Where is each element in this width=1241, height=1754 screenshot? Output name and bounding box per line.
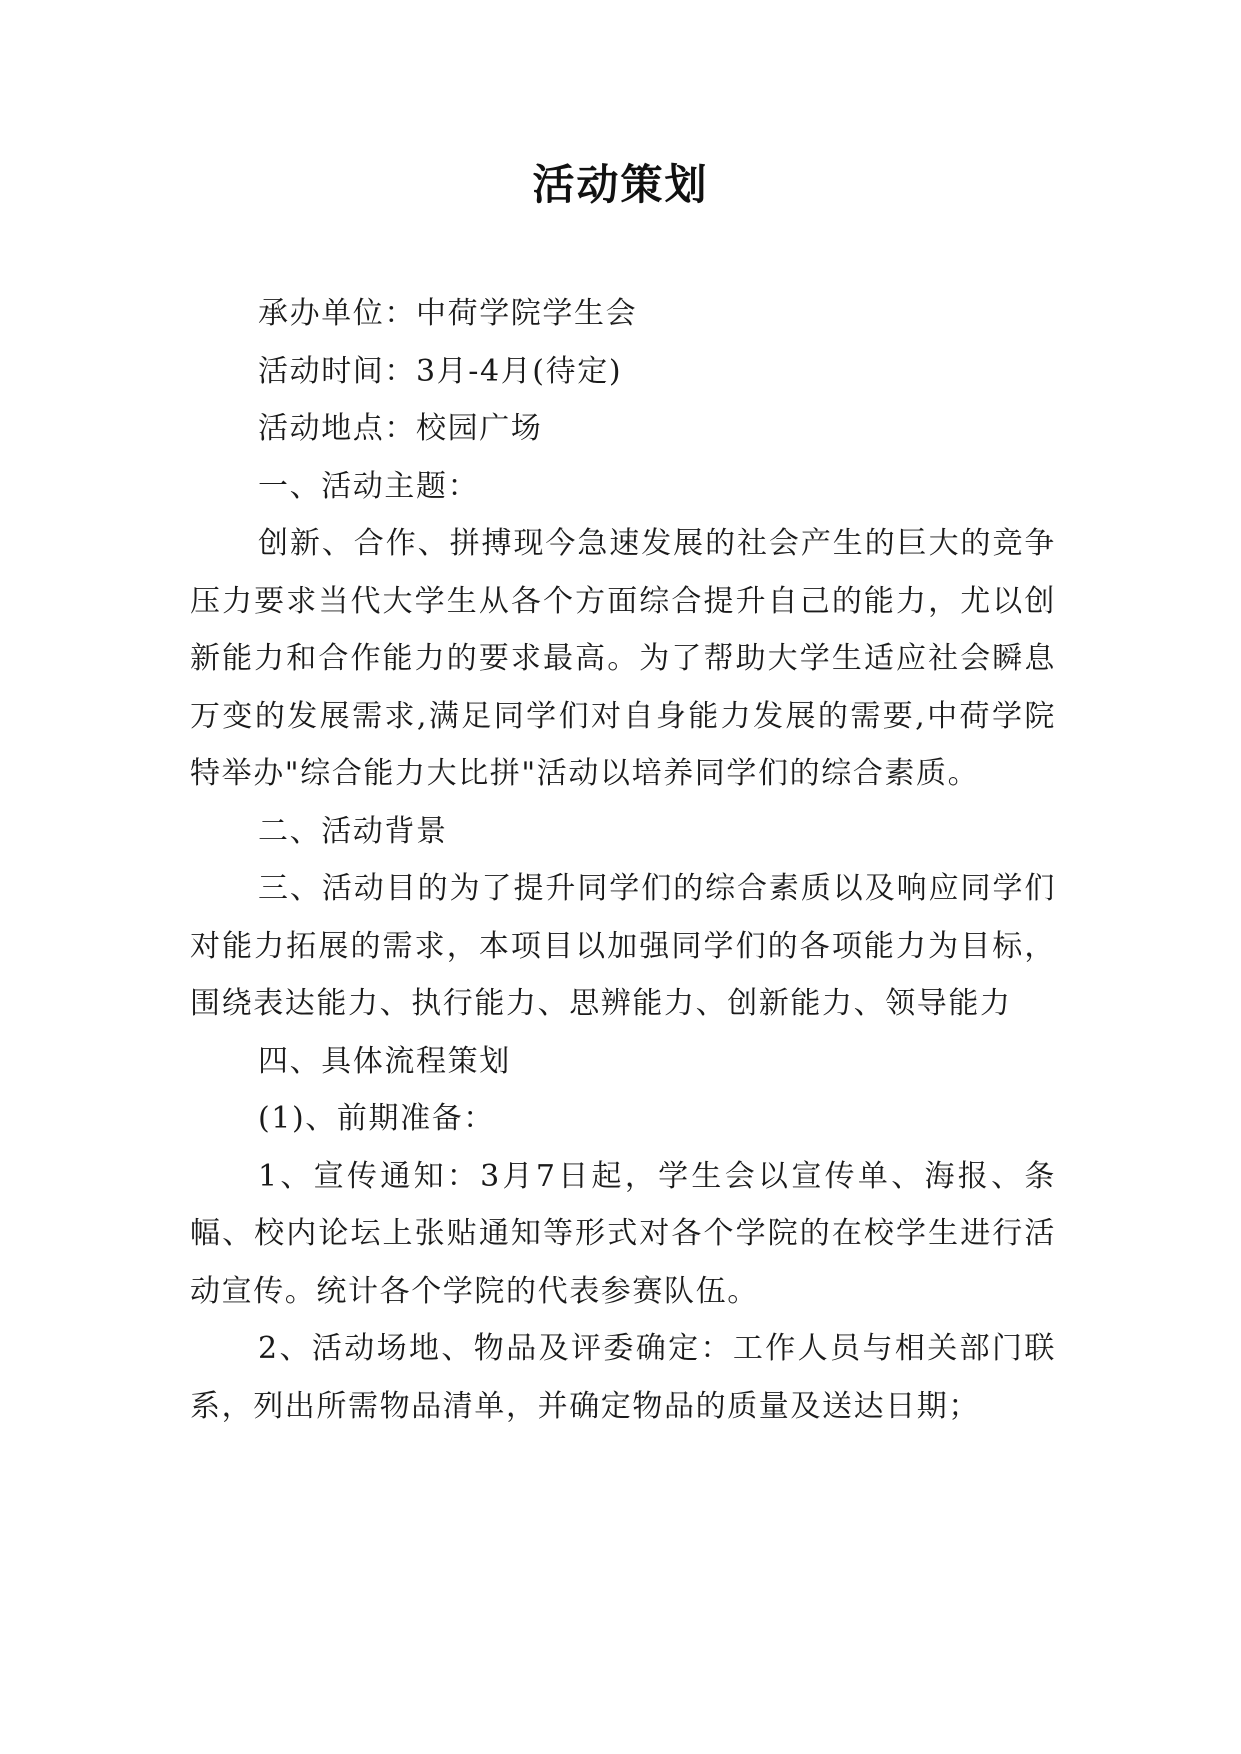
section-heading-process: 四、具体流程策划	[258, 1043, 511, 1079]
purpose-paragraph: 三、活动目的为了提升同学们的综合素质以及响应同学们对能力拓展的需求，本项目以加强同学们的各项能力为目标，围绕表达能力、执行能力、思辨能力、创新能力、领导能力	[190, 871, 1056, 1021]
section-heading-theme: 一、活动主题：	[258, 468, 480, 504]
venue-items-judges-paragraph: 2、活动场地、物品及评委确定：工作人员与相关部门联系，列出所需物品清单，并确定物品的质量及送达日期；	[190, 1331, 1056, 1424]
activity-location-line: 活动地点：校园广场	[258, 411, 543, 446]
publicity-paragraph: 1、宣传通知：3月7日起，学生会以宣传单、海报、条幅、校内论坛上张贴通知等形式对各个学院的在校学生进行活动宣传。统计各个学院的代表参赛队伍。	[190, 1158, 1056, 1309]
document-title: 活动策划	[532, 160, 709, 209]
section-heading-background: 二、活动背景	[258, 813, 448, 849]
activity-time-line: 活动时间：3月-4月(待定)	[258, 353, 623, 389]
document-body	[190, 285, 1056, 1435]
theme-paragraph: 创新、合作、拼搏现今急速发展的社会产生的巨大的竞争压力要求当代大学生从各个方面综合提升自己的能力，尤以创新能力和合作能力的要求最高。为了帮助大学生适应社会瞬息万变的发展需求,满足同学们对自身能力发展的需要,中荷学院特举办"综合能力大比拼"活动以培养同学们的综合素质。	[190, 526, 1056, 791]
subsection-heading-preparation: (1)、前期准备：	[258, 1101, 495, 1136]
organizer-line: 承办单位：中荷学院学生会	[258, 296, 638, 331]
